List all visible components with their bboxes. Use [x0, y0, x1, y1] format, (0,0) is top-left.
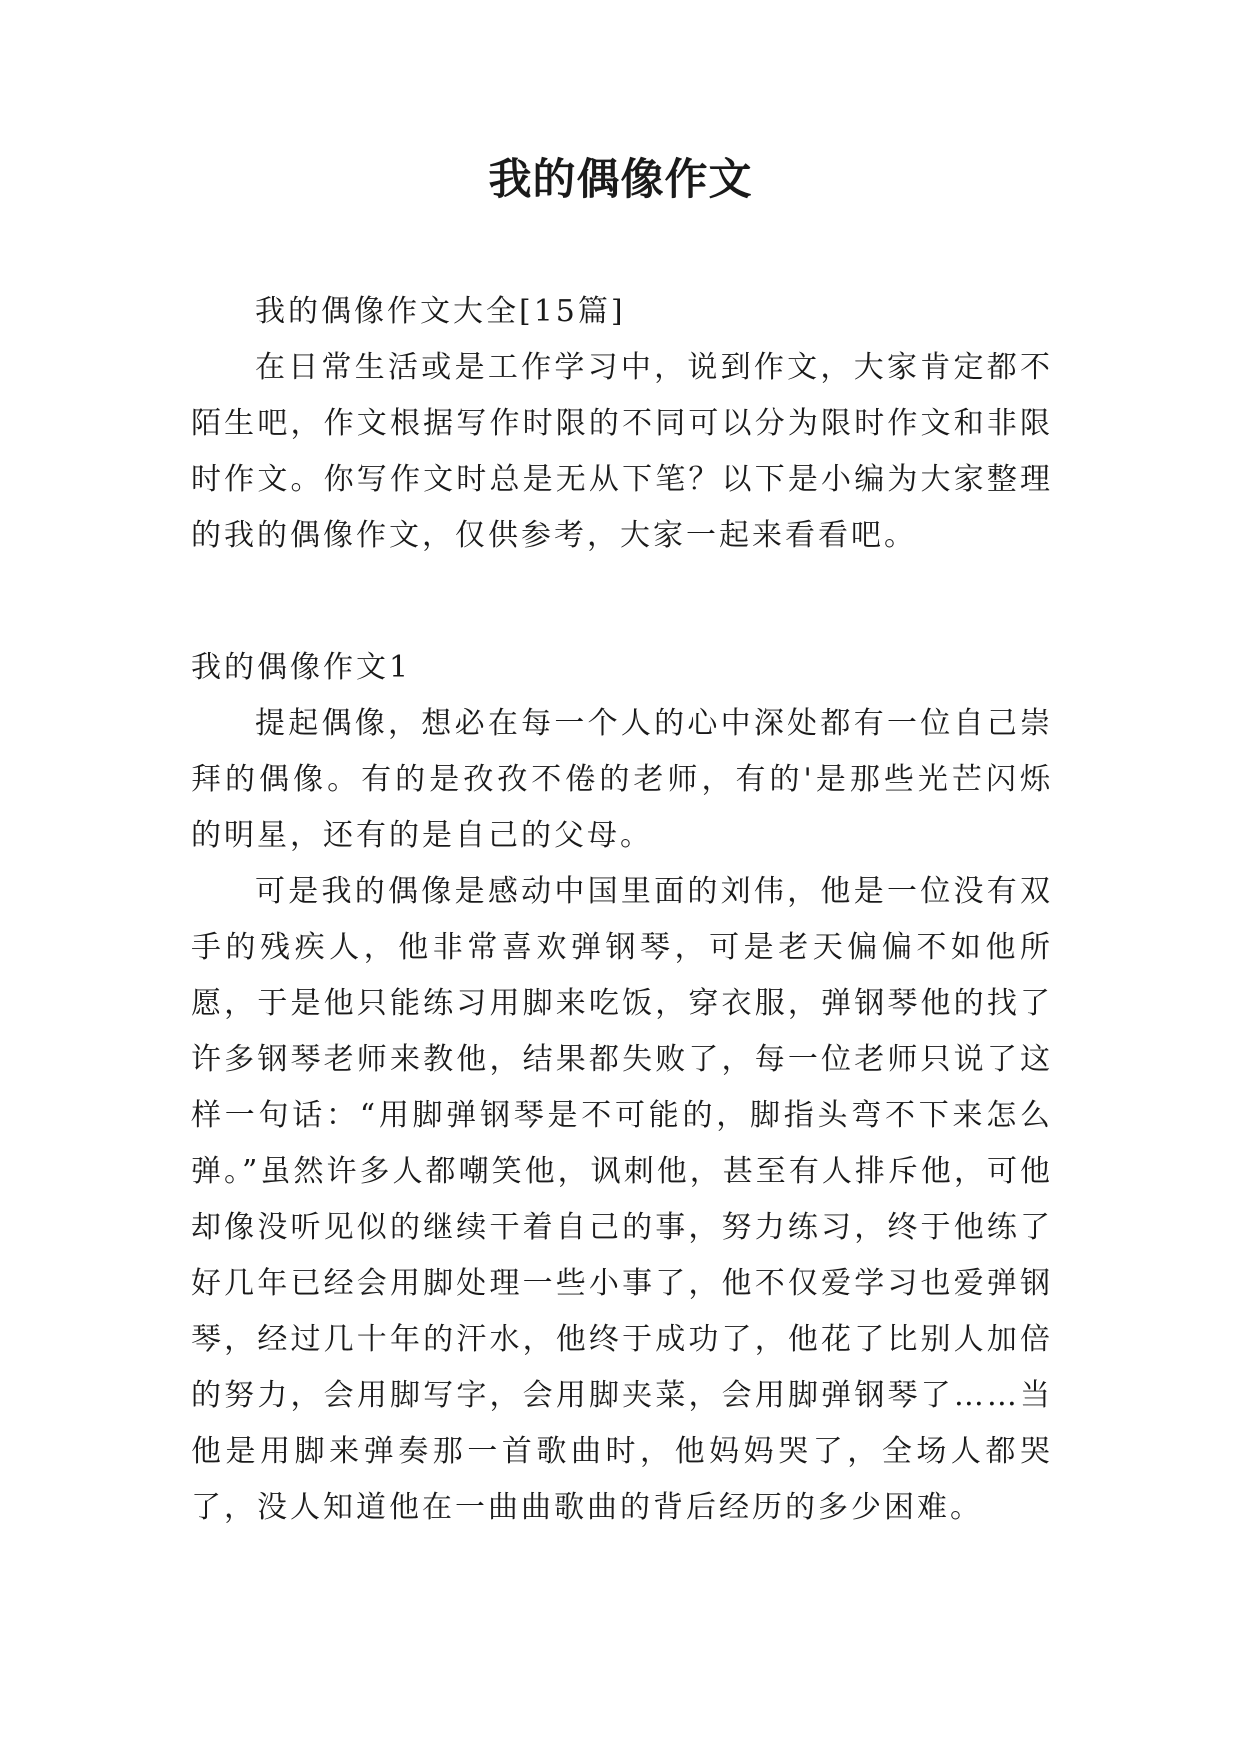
section-heading: 我的偶像作文1 [191, 650, 412, 685]
body-paragraph: 提起偶像，想必在每一个人的心中深处都有一位自己崇拜的偶像。有的是孜孜不倦的老师，有的'是那些光芒闪烁的明星，还有的是自己的父母。 [191, 706, 1053, 853]
document-body [191, 284, 1053, 1536]
intro-paragraph: 在日常生活或是工作学习中，说到作文，大家肯定都不陌生吧，作文根据写作时限的不同可以分为限时作文和非限时作文。你写作文时总是无从下笔？以下是小编为大家整理的我的偶像作文，仅供参考，大家一起来看看吧。 [191, 350, 1053, 553]
body-paragraph: 可是我的偶像是感动中国里面的刘伟，他是一位没有双手的残疾人，他非常喜欢弹钢琴，可是老天偏偏不如他所愿，于是他只能练习用脚来吃饭，穿衣服，弹钢琴他的找了许多钢琴老师来教他，结果都失败了，每一位老师只说了这样一句话：“用脚弹钢琴是不可能的，脚指头弯不下来怎么弹。”虽然许多人都嘲笑他，讽刺他，甚至有人排斥他，可他却像没听见似的继续干着自己的事，努力练习，终于他练了好几年已经会用脚处理一些小事了，他不仅爱学习也爱弹钢琴，经过几十年的汗水，他终于成功了，他花了比别人加倍的努力，会用脚写字，会用脚夹菜，会用脚弹钢琴了……当他是用脚来弹奏那一首歌曲时，他妈妈哭了，全场人都哭了，没人知道他在一曲曲歌曲的背后经历的多少困难。 [191, 874, 1053, 1525]
section-spacer [191, 564, 1053, 640]
document-title: 我的偶像作文 [488, 155, 753, 205]
document-subtitle: 我的偶像作文大全[15篇] [255, 294, 626, 329]
